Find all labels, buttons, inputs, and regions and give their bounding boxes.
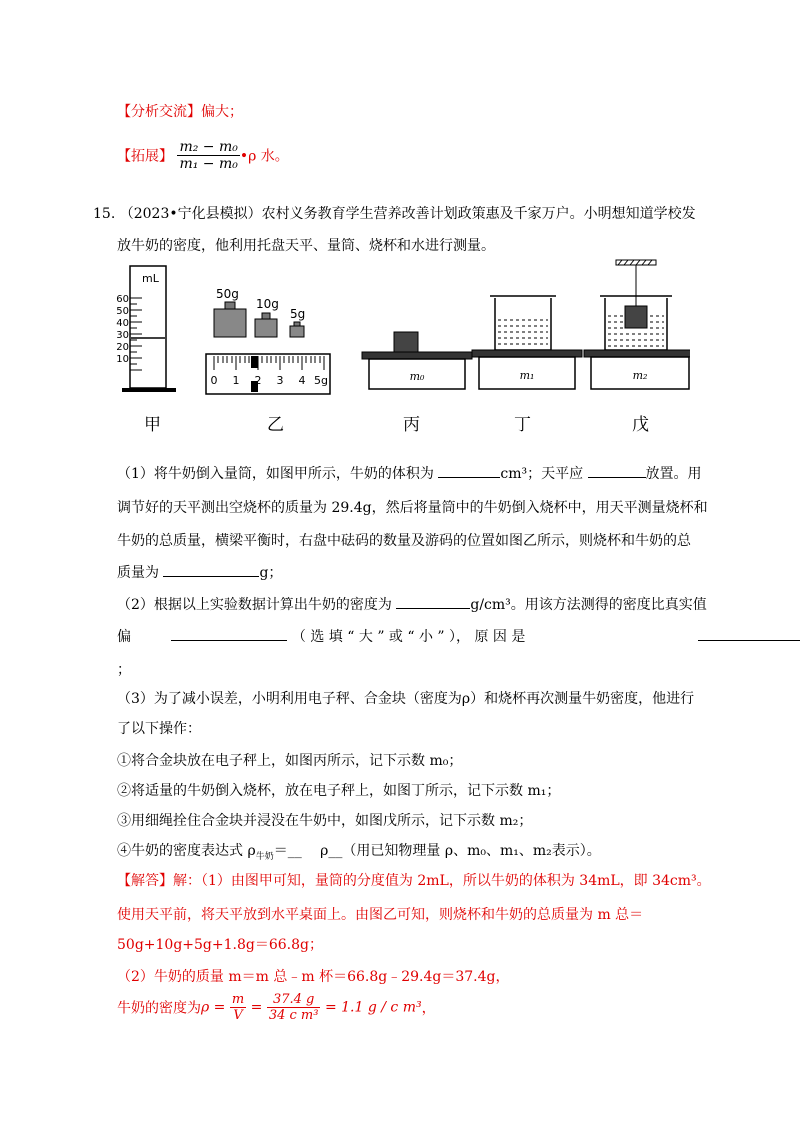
fraction-numerator: m: [231, 992, 245, 1007]
caption-wu: 戊: [632, 415, 649, 435]
graduated-cylinder: [116, 266, 176, 392]
part2-text: 偏: [117, 629, 131, 645]
density-result: = 1.1 g / c m³: [324, 999, 422, 1016]
experiment-figure: [110, 258, 690, 400]
answer-blank-volume[interactable]: [438, 463, 500, 478]
scale-with-block: [362, 332, 472, 389]
cylinder-tick: 20: [116, 342, 129, 353]
part1-line1: [117, 463, 702, 483]
weights-and-rider: [206, 287, 330, 394]
weight-label-5g: 5g: [290, 307, 306, 321]
rider-scale-label: 0: [210, 374, 218, 387]
rider-scale-label: 2: [254, 374, 262, 387]
caption-yi: 乙: [267, 415, 284, 435]
part2-line2: [117, 626, 525, 646]
fraction-denominator: 34 c m³: [268, 1008, 319, 1023]
part1-line4: [117, 562, 282, 582]
answer-line1: [117, 870, 711, 890]
analysis-text: 偏大；: [201, 104, 243, 120]
weight-10g-icon: [255, 319, 277, 337]
part1-line3: 牛奶的总质量，横梁平衡时，右盘中砝码的数量及游码的位置如图乙所示，则烧杯和牛奶的总: [117, 533, 691, 549]
scale-readout-m2: m₂: [632, 369, 648, 382]
part1-text: cm³；天平应: [500, 466, 584, 482]
alloy-block-icon: [394, 332, 418, 352]
analysis-line: [117, 101, 243, 121]
part3-step1: ①将合金块放在电子秤上，如图丙所示，记下示数 m₀；: [117, 753, 463, 769]
density-lhs: ρ =: [201, 999, 230, 1016]
answer-blank-reason[interactable]: [698, 626, 800, 645]
part2-line1: [117, 594, 707, 614]
rider-icon: [251, 356, 258, 368]
caption-jia: 甲: [144, 415, 161, 435]
rider-scale-label: 4: [298, 374, 306, 387]
part1-text: （1）将牛奶倒入量筒，如图甲所示，牛奶的体积为: [117, 466, 434, 482]
part1-text: 质量为: [117, 565, 159, 581]
density-fraction-numeric: [267, 992, 321, 1023]
part3-subscript: 牛奶: [255, 851, 274, 862]
part1-line2: 调节好的天平测出空烧杯的质量为 29.4g，然后将量筒中的牛奶倒入烧杯中，用天平测量烧杯和: [117, 500, 708, 516]
answer-text: 解：（1）由图甲可知，量筒的分度值为 2mL，所以牛奶的体积为 34mL，即 34cm³。: [173, 873, 711, 889]
answer-line3: 50g+10g+5g+1.8g＝66.8g；: [117, 937, 323, 953]
part3-line2: 了以下操作：: [117, 721, 201, 737]
extension-fraction: [177, 139, 239, 172]
question-intro-line1: [93, 203, 696, 223]
cylinder-tick: 50: [116, 306, 129, 317]
analysis-tag: 【分析交流】: [117, 104, 201, 120]
weight-50g-icon: [214, 309, 246, 337]
scale-readout-m1: m₁: [519, 369, 535, 382]
rider-scale-label: 1: [232, 374, 240, 387]
part1-text: 放置。用: [645, 466, 702, 482]
cylinder-tick: 60: [116, 294, 129, 305]
answer-line2: 使用天平前，将天平放到水平桌面上。由图乙可知，则烧杯和牛奶的总质量为 m 总＝: [117, 907, 644, 923]
part3-step3: ③用细绳拴住合金块并浸没在牛奶中，如图戊所示，记下示数 m₂；: [117, 813, 533, 829]
rider-scale-label: 5g: [314, 374, 328, 387]
part3-text: ④牛奶的密度表达式 ρ: [117, 843, 256, 859]
part3-step4: [117, 840, 601, 862]
part2-text: （ 选 填 “ 大 ” 或 “ 小 ” ）， 原 因 是: [291, 629, 526, 645]
caption-ding: 丁: [514, 415, 531, 435]
alloy-block-icon: [625, 306, 647, 328]
part2-text: g/cm³。用该方法测得的密度比真实值: [470, 597, 707, 613]
question-intro-line2: 放牛奶的密度，他利用托盘天平、量筒、烧杯和水进行测量。: [117, 238, 495, 254]
part3-line1: （3）为了减小误差，小明利用电子秤、合金块（密度为ρ）和烧杯再次测量牛奶密度，他进行: [117, 691, 695, 707]
answer-text: ，: [421, 1000, 436, 1017]
density-fraction-symbolic: [230, 992, 246, 1023]
weight-label-10g: 10g: [256, 297, 279, 311]
weight-5g-icon: [290, 326, 304, 337]
answer-tag: 【解答】: [117, 873, 173, 889]
answer-text: 牛奶的密度为: [117, 1000, 201, 1017]
extension-tail: •ρ 水。: [239, 148, 289, 165]
part3-text: ＝__ ρ__（用已知物理量 ρ、m₀、m₁、m₂表示）。: [273, 843, 601, 859]
scale-readout-m0: m₀: [409, 370, 425, 383]
extension-line: [117, 139, 289, 172]
fraction-denominator: V: [233, 1008, 243, 1023]
answer-line5: 牛奶的密度为ρ = $\frac{m}{V}$ = $\frac{37.4 g}{\text{34 c m³}}$ = 1.1 g / c m³，: [117, 992, 436, 1023]
cylinder-unit: mL: [142, 272, 159, 285]
answer-line4: （2）牛奶的质量 m＝m 总﹣m 杯＝66.8g﹣29.4g＝37.4g，: [117, 969, 510, 985]
answer-blank-total-mass[interactable]: [163, 562, 259, 577]
scale-with-suspended-block: [584, 260, 690, 389]
rider-scale-label: 3: [276, 374, 284, 387]
part2-text: （2）根据以上实验数据计算出牛奶的密度为: [117, 597, 392, 613]
answer-blank-placement[interactable]: [588, 463, 646, 478]
answer-blank-bias[interactable]: [171, 626, 287, 641]
question-intro1: 农村义务教育学生营养改善计划政策惠及千家万户。小明想知道学校发: [261, 206, 696, 222]
cylinder-tick: 10: [116, 354, 129, 365]
part3-step2: ②将适量的牛奶倒入烧杯，放在电子秤上，如图丁所示，记下示数 m₁；: [117, 783, 561, 799]
weight-label-50g: 50g: [216, 287, 239, 301]
scale-with-beaker: [472, 296, 582, 389]
question-source: （2023•宁化县模拟）: [119, 206, 262, 222]
extension-numerator: m₂ − m₀: [179, 139, 238, 155]
cylinder-tick: 30: [116, 330, 129, 341]
extension-denominator: m₁ − m₀: [179, 156, 238, 172]
extension-tag: 【拓展】: [117, 148, 173, 165]
caption-bing: 丙: [403, 415, 420, 435]
cylinder-tick: 40: [116, 318, 129, 329]
part2-line3: ；: [117, 662, 131, 678]
answer-blank-density[interactable]: [396, 594, 470, 609]
question-number: 15.: [93, 206, 116, 222]
part1-text: g；: [259, 565, 283, 581]
fraction-numerator: 37.4 g: [267, 992, 321, 1008]
